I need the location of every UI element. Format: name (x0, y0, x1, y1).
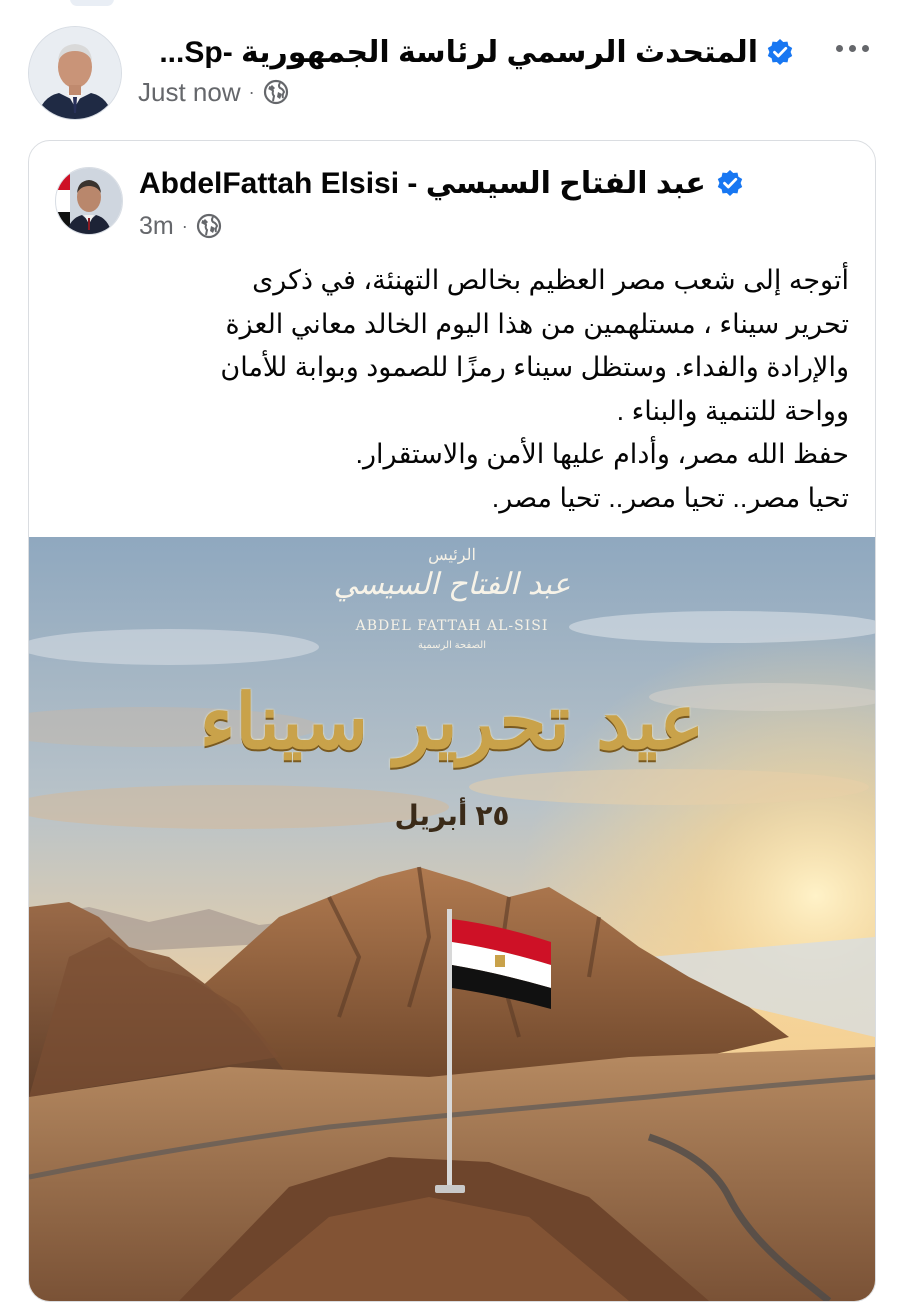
post-text-line: وواحة للتنمية والبناء . (616, 395, 849, 426)
more-options-button[interactable] (828, 30, 876, 66)
post-text-line: أتوجه إلى شعب مصر العظيم بخالص التهنئة، في ذكرى (252, 265, 849, 295)
image-signature (29, 567, 875, 602)
shared-post-card[interactable] (28, 140, 876, 1302)
image-kicker-text: الرئيس (428, 545, 476, 564)
image-latin-name-text: ABDEL FATTAH AL-SISI (355, 618, 549, 634)
image-headline-text: عيد تحرير سيناء (199, 677, 705, 766)
image-headline (29, 677, 875, 766)
avatar-portrait-icon (29, 27, 121, 119)
image-kicker (29, 545, 875, 565)
post-text-line: والإرادة والفداء. وستظل سيناء رمزًا للصمود وبوابة للأمان (220, 352, 849, 382)
post-text-line: تحيا مصر.. تحيا مصر.. تحيا مصر. (491, 482, 849, 513)
page-avatar[interactable] (28, 26, 122, 120)
post-image[interactable] (29, 537, 875, 1301)
shared-author-name-text: AbdelFattah Elsisi - عبد الفتاح السيسي (139, 166, 706, 200)
image-sub-caption-text: الصفحة الرسمية (417, 640, 487, 651)
shared-post-meta (139, 209, 222, 243)
globe-icon (263, 79, 289, 105)
shared-author-avatar[interactable] (55, 167, 123, 235)
post-body-text (89, 259, 849, 520)
image-signature-text: عبد الفتاح السيسي (333, 567, 571, 602)
meta-separator: · (248, 81, 255, 102)
post-text-line: تحرير سيناء ، مستلهمين من هذا اليوم الخالد معاني العزة (225, 308, 849, 339)
top-edge-element (70, 0, 114, 6)
page-name[interactable] (138, 30, 794, 74)
image-latin-name (29, 617, 875, 635)
image-sub-caption (29, 635, 875, 653)
post-meta (138, 76, 289, 108)
image-date (29, 799, 875, 832)
post-timestamp[interactable]: Just now (138, 76, 241, 107)
verified-badge-icon (766, 38, 794, 66)
more-options-dot (849, 45, 856, 52)
shared-post-timestamp[interactable]: 3m (139, 211, 174, 240)
page-name-text: المتحدث الرسمي لرئاسة الجمهورية -Sp... (159, 35, 758, 69)
more-options-icon (836, 45, 843, 52)
avatar-portrait-icon (56, 168, 122, 234)
verified-badge-icon (716, 169, 744, 197)
shared-author-name[interactable] (139, 163, 744, 203)
more-options-dot (862, 45, 869, 52)
meta-separator: · (181, 215, 188, 236)
post-text-line: حفظ الله مصر، وأدام عليها الأمن والاستقرار. (355, 439, 849, 469)
image-date-text: ٢٥ أبريل (394, 800, 510, 831)
globe-icon (196, 213, 222, 239)
